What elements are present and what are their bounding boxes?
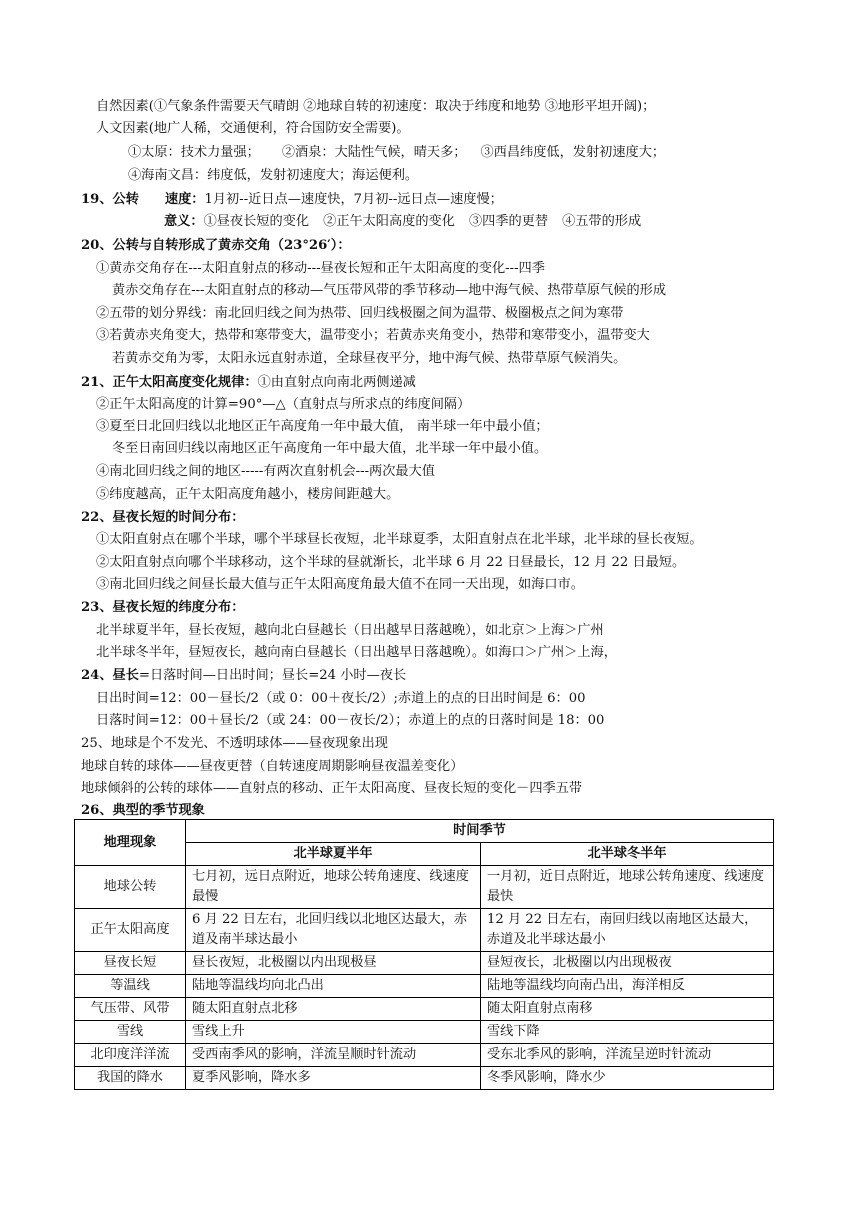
meaning-2: ②正午太阳高度的变化 — [323, 214, 455, 229]
meaning-3: ③四季的更替 — [468, 214, 549, 229]
section-23-line-2: 北半球冬半年，昼短夜长，越向南白昼越长（日出越早日落越晚）。如海口＞广州＞上海， — [96, 645, 617, 660]
speed-label: 速度： — [164, 192, 205, 207]
section-24-line-1: 日出时间=12：00－昼长/2（或 0：00＋夜长/2）;赤道上的点的日出时间是 6：00 — [96, 691, 586, 706]
summer-cell: 雪线上升 — [186, 1021, 481, 1044]
winter-cell: 12 月 22 日左右，南回归线以南地区达最大，赤道及北半球达最小 — [481, 909, 774, 952]
header-summer: 北半球夏半年 — [186, 843, 481, 866]
section-25-line-3: 地球倾斜的公转的球体——直射点的移动、正午太阳高度、昼夜长短的变化－四季五带 — [81, 781, 583, 796]
phenomenon-cell: 昼夜长短 — [75, 952, 186, 975]
phenomenon-cell: 气压带、风带 — [75, 998, 186, 1021]
table-row — [75, 998, 774, 1021]
winter-cell: 陆地等温线均向南凸出，海洋相反 — [481, 975, 774, 998]
summer-cell: 陆地等温线均向北凸出 — [186, 975, 481, 998]
meaning-1: ①昼夜长短的变化 — [203, 214, 310, 229]
winter-cell: 冬季风影响，降水少 — [481, 1067, 774, 1090]
jiuquan-text: ②酒泉：大陆性气候，晴天多； — [281, 145, 467, 160]
summer-cell: 七月初，远日点附近，地球公转角速度、线速度最慢 — [186, 866, 481, 909]
xichang-text: ③西昌纬度低，发射初速度大； — [480, 145, 666, 160]
season-phenomena-table — [74, 819, 774, 1090]
section-20-line-5: 若黄赤交角为零，太阳永远直射赤道，全球昼夜平分，地中海气候、热带草原气候消失。 — [112, 351, 627, 366]
section-19-speed — [81, 189, 503, 211]
taiyuan-text: ①太原：技术力量强； — [128, 145, 260, 160]
phenomenon-cell: 地球公转 — [75, 866, 186, 909]
table-header-row — [75, 820, 774, 843]
table-row — [75, 866, 774, 909]
section-24-line-2: 日落时间=12：00＋昼长/2（或 24：00－夜长/2）；赤道上的点的日落时间是 18：00 — [96, 713, 605, 728]
meaning-label: 意义： — [164, 214, 204, 229]
intro-line-4: ④海南文昌：纬度低，发射初速度大；海运便利。 — [128, 168, 419, 183]
section-20-line-4: ③若黄赤夹角变大，热带和寒带变大，温带变小；若黄赤夹角变小，热带和寒带变小，温带变大 — [96, 328, 650, 343]
intro-line-1: 自然因素(①气象条件需要天气晴朗 ②地球自转的初速度：取决于纬度和地势 ③地形平坦开阔)； — [96, 99, 656, 114]
section-24-title-line — [81, 665, 406, 687]
section-21-line-4: ④南北回归线之间的地区-----有两次直射机会---两次最大值 — [96, 464, 435, 479]
winter-cell: 昼短夜长，北极圈以内出现极夜 — [481, 952, 774, 975]
section-26-title: 26、典型的季节现象 — [81, 803, 205, 818]
summer-cell: 昼长夜短，北极圈以内出现极昼 — [186, 952, 481, 975]
section-21-line-2: ③夏至日北回归线以北地区正午高度角一年中最大值， 南半球一年中最小值； — [96, 419, 549, 434]
section-21-title: 21、正午太阳高度变化规律： — [81, 375, 258, 390]
winter-cell: 一月初，近日点附近，地球公转角速度、线速度最快 — [481, 866, 774, 909]
header-season: 时间季节 — [186, 820, 774, 843]
phenomenon-cell: 我国的降水 — [75, 1067, 186, 1090]
section-21-line-3: 冬至日南回归线以南地区正午高度角一年中最大值，北半球一年中最小值。 — [112, 441, 548, 456]
section-22-line-1: ①太阳直射点在哪个半球，哪个半球昼长夜短，北半球夏季，太阳直射点在北半球，北半球的昼长夜短。 — [96, 532, 703, 547]
section-21-line-5: ⑤纬度越高，正午太阳高度角越小，楼房间距越大。 — [96, 487, 400, 502]
section-21-title-line — [81, 372, 416, 394]
section-23-title: 23、昼夜长短的纬度分布： — [81, 600, 245, 615]
winter-cell: 雪线下降 — [481, 1021, 774, 1044]
section-19-meaning — [164, 211, 641, 233]
header-phenomenon: 地理现象 — [75, 820, 186, 866]
table-row — [75, 952, 774, 975]
phenomenon-cell: 北印度洋洋流 — [75, 1044, 186, 1067]
section-24-title-rest: =日落时间—日出时间；昼长=24 小时—夜长 — [138, 668, 407, 683]
table-row — [75, 1067, 774, 1090]
section-21-line-1: ②正午太阳高度的计算=90°—△（直射点与所求点的纬度间隔） — [96, 397, 471, 412]
intro-line-2: 人文因素(地广人稀，交通便利，符合国防安全需要)。 — [96, 121, 410, 136]
table-row — [75, 975, 774, 998]
section-20-title: 20、公转与自转形成了黄赤交角（23°26′）： — [81, 238, 351, 253]
phenomenon-cell: 雪线 — [75, 1021, 186, 1044]
phenomenon-cell: 等温线 — [75, 975, 186, 998]
summer-cell: 随太阳直射点北移 — [186, 998, 481, 1021]
section-22-title: 22、昼夜长短的时间分布： — [81, 510, 245, 525]
section-24-title: 24、昼长 — [81, 668, 139, 683]
table-row — [75, 909, 774, 952]
summer-cell: 夏季风影响，降水多 — [186, 1067, 481, 1090]
section-25-line-1: 25、地球是个不发光、不透明球体——昼夜现象出现 — [81, 736, 388, 751]
table-row — [75, 1021, 774, 1044]
phenomenon-cell: 正午太阳高度 — [75, 909, 186, 952]
section-25-line-2: 地球自转的球体——昼夜更替（自转速度周期影响昼夜温差变化） — [81, 759, 464, 774]
speed-text: 1月初--近日点—速度快，7月初--远日点—速度慢； — [204, 192, 503, 207]
section-20-line-2: 黄赤交角存在---太阳直射点的移动—气压带风带的季节移动—地中海气候、热带草原气候的形成 — [112, 283, 667, 298]
section-19-number: 19、 — [81, 192, 113, 207]
section-22-line-2: ②太阳直射点向哪个半球移动，这个半球的昼就渐长，北半球 6 月 22 日昼最长，12 月 22 日最短。 — [96, 555, 686, 570]
table-row — [75, 1044, 774, 1067]
section-23-line-1: 北半球夏半年，昼长夜短，越向北白昼越长（日出越早日落越晚），如北京＞上海＞广州 — [96, 623, 604, 638]
section-21-title-rest: ①由直射点向南北两侧递减 — [257, 375, 416, 390]
section-20-line-3: ②五带的划分界线：南北回归线之间为热带、回归线极圈之间为温带、极圈极点之间为寒带 — [96, 306, 624, 321]
summer-cell: 6 月 22 日左右，北回归线以北地区达最大，赤道及南半球达最小 — [186, 909, 481, 952]
intro-line-3 — [128, 142, 665, 164]
winter-cell: 受东北季风的影响，洋流呈逆时针流动 — [481, 1044, 774, 1067]
meaning-4: ④五带的形成 — [562, 214, 642, 229]
section-20-line-1: ①黄赤交角存在---太阳直射点的移动---昼夜长短和正午太阳高度的变化---四季 — [96, 261, 545, 276]
summer-cell: 受西南季风的影响，洋流呈顺时针流动 — [186, 1044, 481, 1067]
winter-cell: 随太阳直射点南移 — [481, 998, 774, 1021]
section-22-line-3: ③南北回归线之间昼长最大值与正午太阳高度角最大值不在同一天出现，如海口市。 — [96, 577, 584, 592]
section-19-title: 公转 — [112, 192, 139, 207]
header-winter: 北半球冬半年 — [481, 843, 774, 866]
